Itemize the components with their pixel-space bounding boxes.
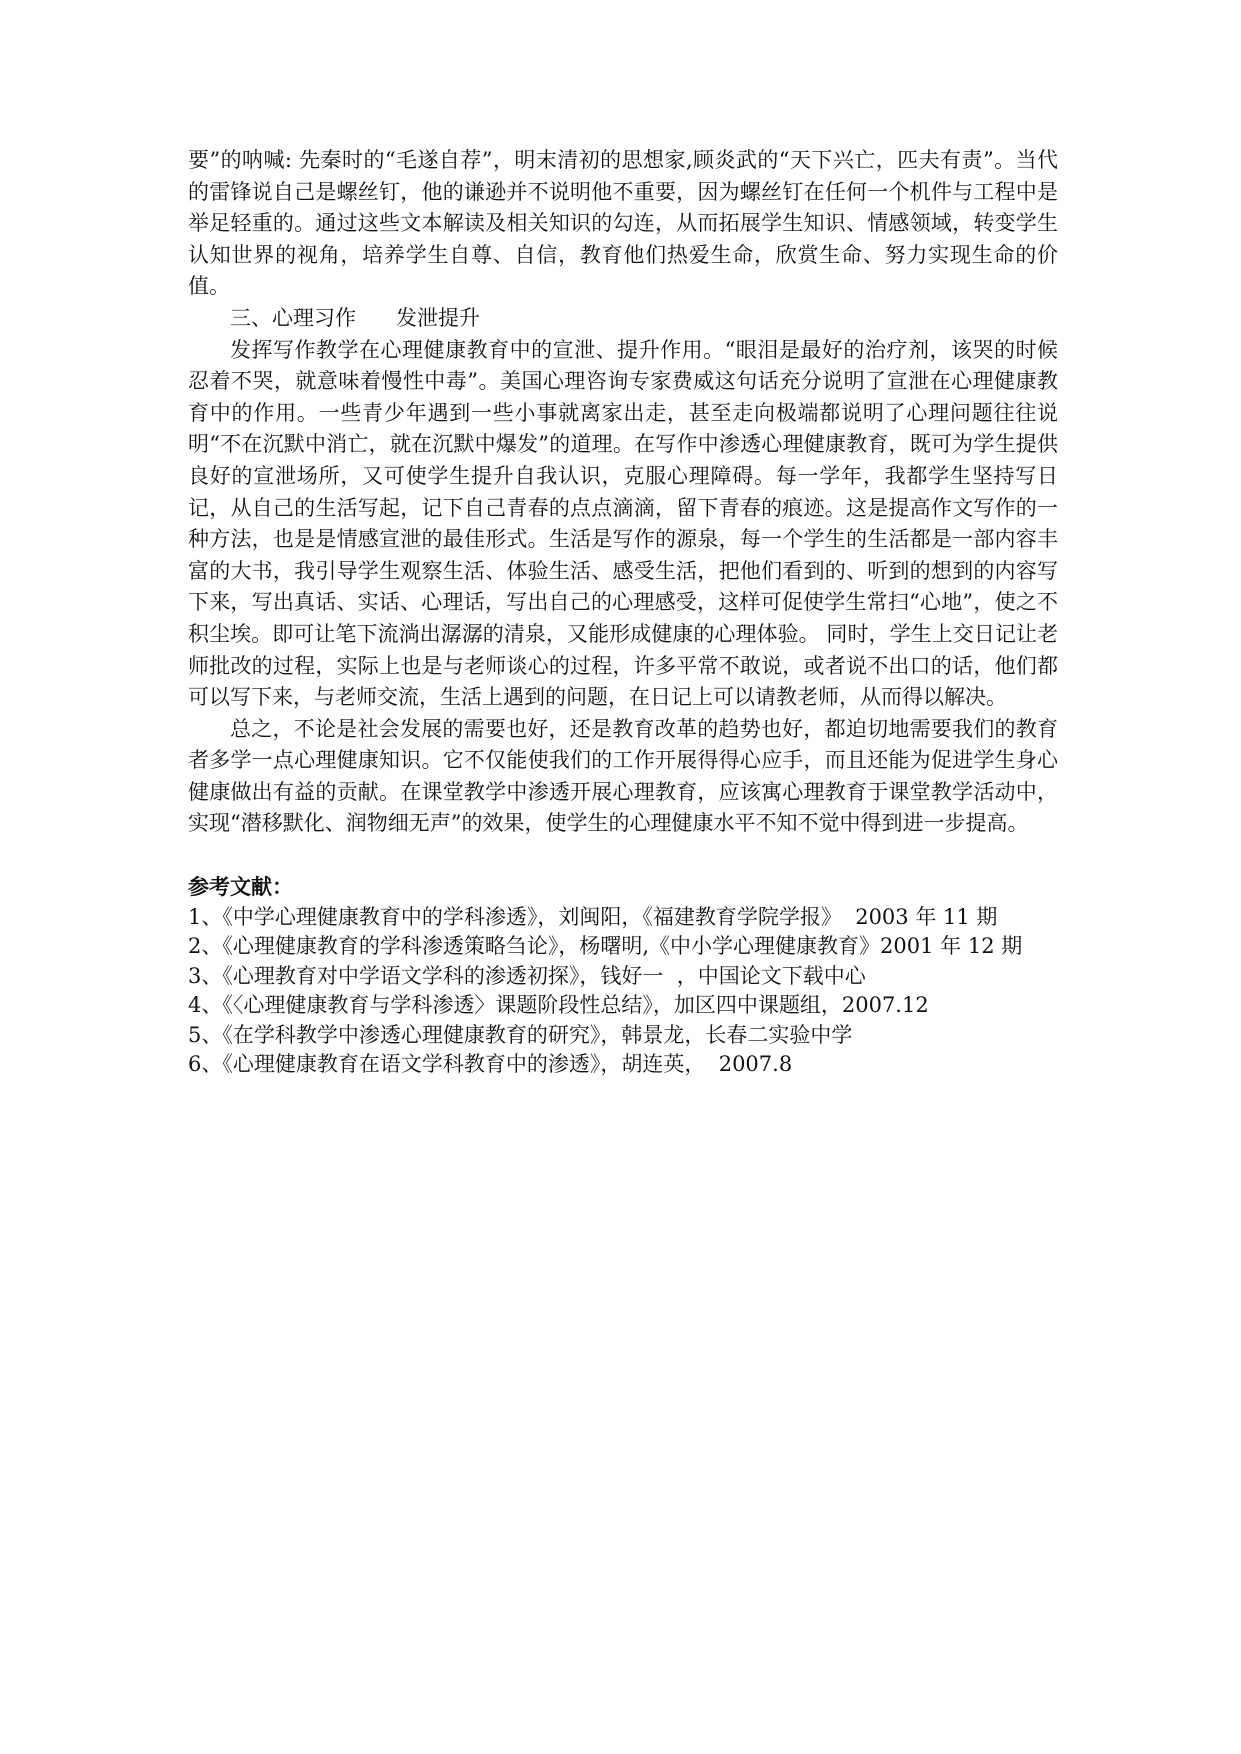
section-heading-3: 三、心理习作 发泄提升	[230, 305, 481, 330]
reference-item: 5、《在学科教学中渗透心理健康教育的研究》，韩景龙，长春二实验中学	[188, 1022, 853, 1047]
reference-item: 4、《〈心理健康教育与学科渗透〉课题阶段性总结》，加区四中课题组，2007.12	[188, 993, 929, 1018]
blank-line	[188, 840, 1058, 871]
body-paragraph-2: 发挥写作教学在心理健康教育中的宣泄、提升作用。“眼泪是最好的治疗剂，该哭的时候忍着不哭，就意味着慢性中毒”。美国心理咨询专家费威这句话充分说明了宣泄在心理健康教育中的作用。一些青少年遇到一些小事就离家出走，甚至走向极端都说明了心理问题往往说明“不在沉默中消亡，就在沉默中爆发”的道理。在写作中渗透心理健康教育，既可为学生提供良好的宣泄场所，又可使学生提升自我认识，克服心理障碍。每一学年，我都学生坚持写日记，从自己的生活写起，记下自己青春的点点滴滴，留下青春的痕迹。这是提高作文写作的一种方法，也是是情感宣泄的最佳形式。生活是写作的源泉，每一个学生的生活都是一部内容丰富的大书，我引导学生观察生活、体验生活、感受生活，把他们看到的、听到的想到的内容写下来，写出真话、实话、心理话，写出自己的心理感受，这样可促使学生常扫“心地”，使之不积尘埃。即可让笔下流淌出潺潺的清泉，又能形成健康的心理体验。 同时，学生上交日记让老师批改的过程，实际上也是与老师谈心的过程，许多平常不敢说，或者说不出口的话，他们都可以写下来，与老师交流，生活上遇到的问题，在日记上可以请教老师，从而得以解决。	[188, 337, 1058, 710]
reference-item: 2、《心理健康教育的学科渗透策略刍论》，杨曙明,《中小学心理健康教育》2001 年 12 期	[188, 934, 1023, 959]
reference-item: 6、《心理健康教育在语文学科教育中的渗透》，胡连英， 2007.8	[188, 1052, 793, 1077]
body-paragraph-3: 总之，不论是社会发展的需要也好，还是教育改革的趋势也好，都迫切地需要我们的教育者多学一点心理健康知识。它不仅能使我们的工作开展得得心应手，而且还能为促进学生身心健康做出有益的贡献。在课堂教学中渗透开展心理教育，应该寓心理教育于课堂教学活动中，实现“潜移默化、润物细无声”的效果，使学生的心理健康水平不知不觉中得到进一步提高。	[188, 716, 1058, 836]
references-list	[188, 903, 1058, 1080]
document-page	[188, 145, 1058, 1080]
references-heading: 参考文献：	[188, 874, 293, 900]
reference-item: 1、《中学心理健康教育中的学科渗透》，刘闽阳，《福建教育学院学报》 2003 年 11 期	[188, 904, 998, 929]
reference-item: 3、《心理教育对中学语文学科的渗透初探》，钱好一 ，中国论文下载中心	[188, 963, 866, 988]
body-paragraph-1: 要”的呐喊: 先秦时的“毛遂自荐”，明末清初的思想家,顾炎武的“天下兴亡，匹夫有责”。当代的雷锋说自己是螺丝钉，他的谦逊并不说明他不重要，因为螺丝钉在任何一个机件与工程中是举足轻重的。通过这些文本解读及相关知识的勾连，从而拓展学生知识、情感领域，转变学生认知世界的视角，培养学生自尊、自信，教育他们热爱生命，欣赏生命、努力实现生命的价值。	[188, 148, 1058, 299]
